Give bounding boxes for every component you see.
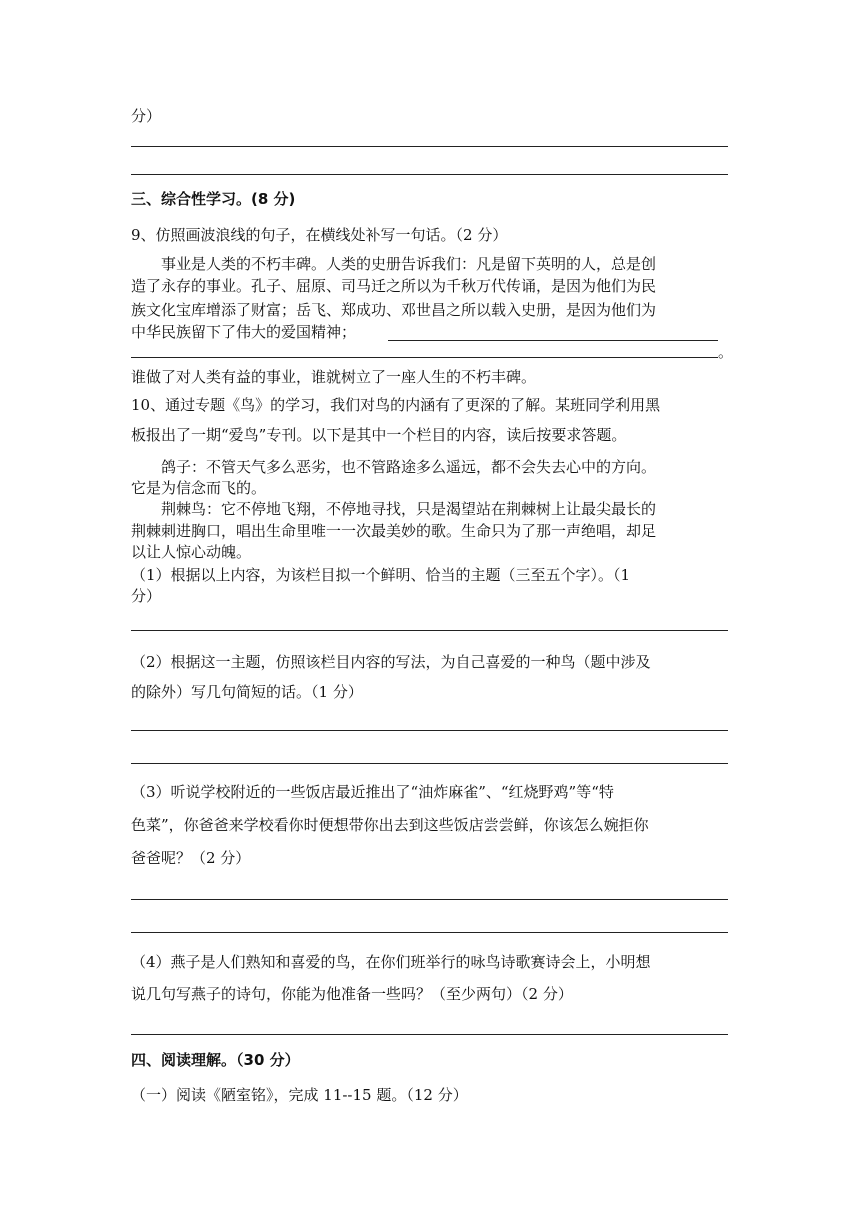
answer-line	[131, 630, 728, 631]
fill-in-line	[131, 357, 718, 358]
pigeon-line: 它是为信念而飞的。	[131, 479, 267, 497]
answer-line	[131, 763, 728, 764]
sub-question-3: （3）听说学校附近的一些饭店最近推出了“油炸麻雀”、“红烧野鸡”等“特	[131, 783, 614, 801]
answer-line	[131, 146, 728, 147]
question-10-prompt: 板报出了一期“爱鸟”专刊。以下是其中一个栏目的内容，读后按要求答题。	[131, 426, 627, 444]
answer-line	[131, 1034, 728, 1035]
thornbird-line: 以让人惊心动魄。	[131, 543, 252, 561]
sub-question-3: 色菜”，你爸爸来学校看你时便想带你出去到这些饭店尝尝鲜，你该怎么婉拒你	[131, 816, 649, 834]
sub-question-3: 爸爸呢？（2 分）	[131, 849, 251, 867]
sub-question-1: （1）根据以上内容，为该栏目拟一个鲜明、恰当的主题（三至五个字）。（1	[131, 566, 631, 584]
sub-question-1: 分）	[131, 587, 162, 605]
thornbird-line: 荆棘刺进胸口，唱出生命里唯一一次最美妙的歌。生命只为了那一声绝唱，却足	[131, 522, 657, 540]
answer-line	[131, 932, 728, 933]
question-10-prompt: 10、通过专题《鸟》的学习，我们对鸟的内涵有了更深的了解。某班同学利用黑	[131, 396, 661, 414]
fill-in-line	[388, 340, 718, 341]
question-fragment: 分）	[131, 107, 162, 125]
sub-question-2: 的除外）写几句简短的话。（1 分）	[131, 683, 363, 701]
passage-line: 事业是人类的不朽丰碑。人类的史册告诉我们：凡是留下英明的人，总是创	[161, 255, 657, 273]
question-9-prompt: 9、仿照画波浪线的句子，在横线处补写一句话。（2 分）	[131, 226, 508, 244]
passage-line: 造了永存的事业。孔子、屈原、司马迁之所以为千秋万代传诵，是因为他们为民	[131, 277, 657, 295]
answer-line	[131, 899, 728, 900]
sub-question-4: 说几句写燕子的诗句，你能为他准备一些吗？（至少两句）（2 分）	[131, 985, 573, 1003]
section-heading: 三、综合性学习。(8 分)	[131, 190, 296, 208]
sub-question-4: （4）燕子是人们熟知和喜爱的鸟，在你们班举行的咏鸟诗歌赛诗会上，小明想	[131, 953, 651, 971]
section-heading: 四、阅读理解。（30 分）	[131, 1051, 300, 1069]
sub-question-2: （2）根据这一主题，仿照该栏目内容的写法，为自己喜爱的一种鸟（题中涉及	[131, 653, 651, 671]
thornbird-line: 荆棘鸟：它不停地飞翔，不停地寻找，只是渴望站在荆棘树上让最尖最长的	[161, 500, 657, 518]
passage-line: 族文化宝库增添了财富；岳飞、郑成功、邓世昌之所以载入史册，是因为他们为	[131, 301, 657, 319]
answer-line	[131, 730, 728, 731]
reading-part-title: （一）阅读《陋室铭》，完成 11--15 题。（12 分）	[131, 1086, 468, 1104]
answer-line	[131, 174, 728, 175]
passage-line: 谁做了对人类有益的事业，谁就树立了一座人生的不朽丰碑。	[131, 368, 537, 386]
pigeon-line: 鸽子：不管天气多么恶劣，也不管路途多么遥远，都不会失去心中的方向。	[161, 458, 657, 476]
passage-line: 中华民族留下了伟大的爱国精神；	[131, 323, 357, 341]
period: 。	[718, 343, 734, 361]
